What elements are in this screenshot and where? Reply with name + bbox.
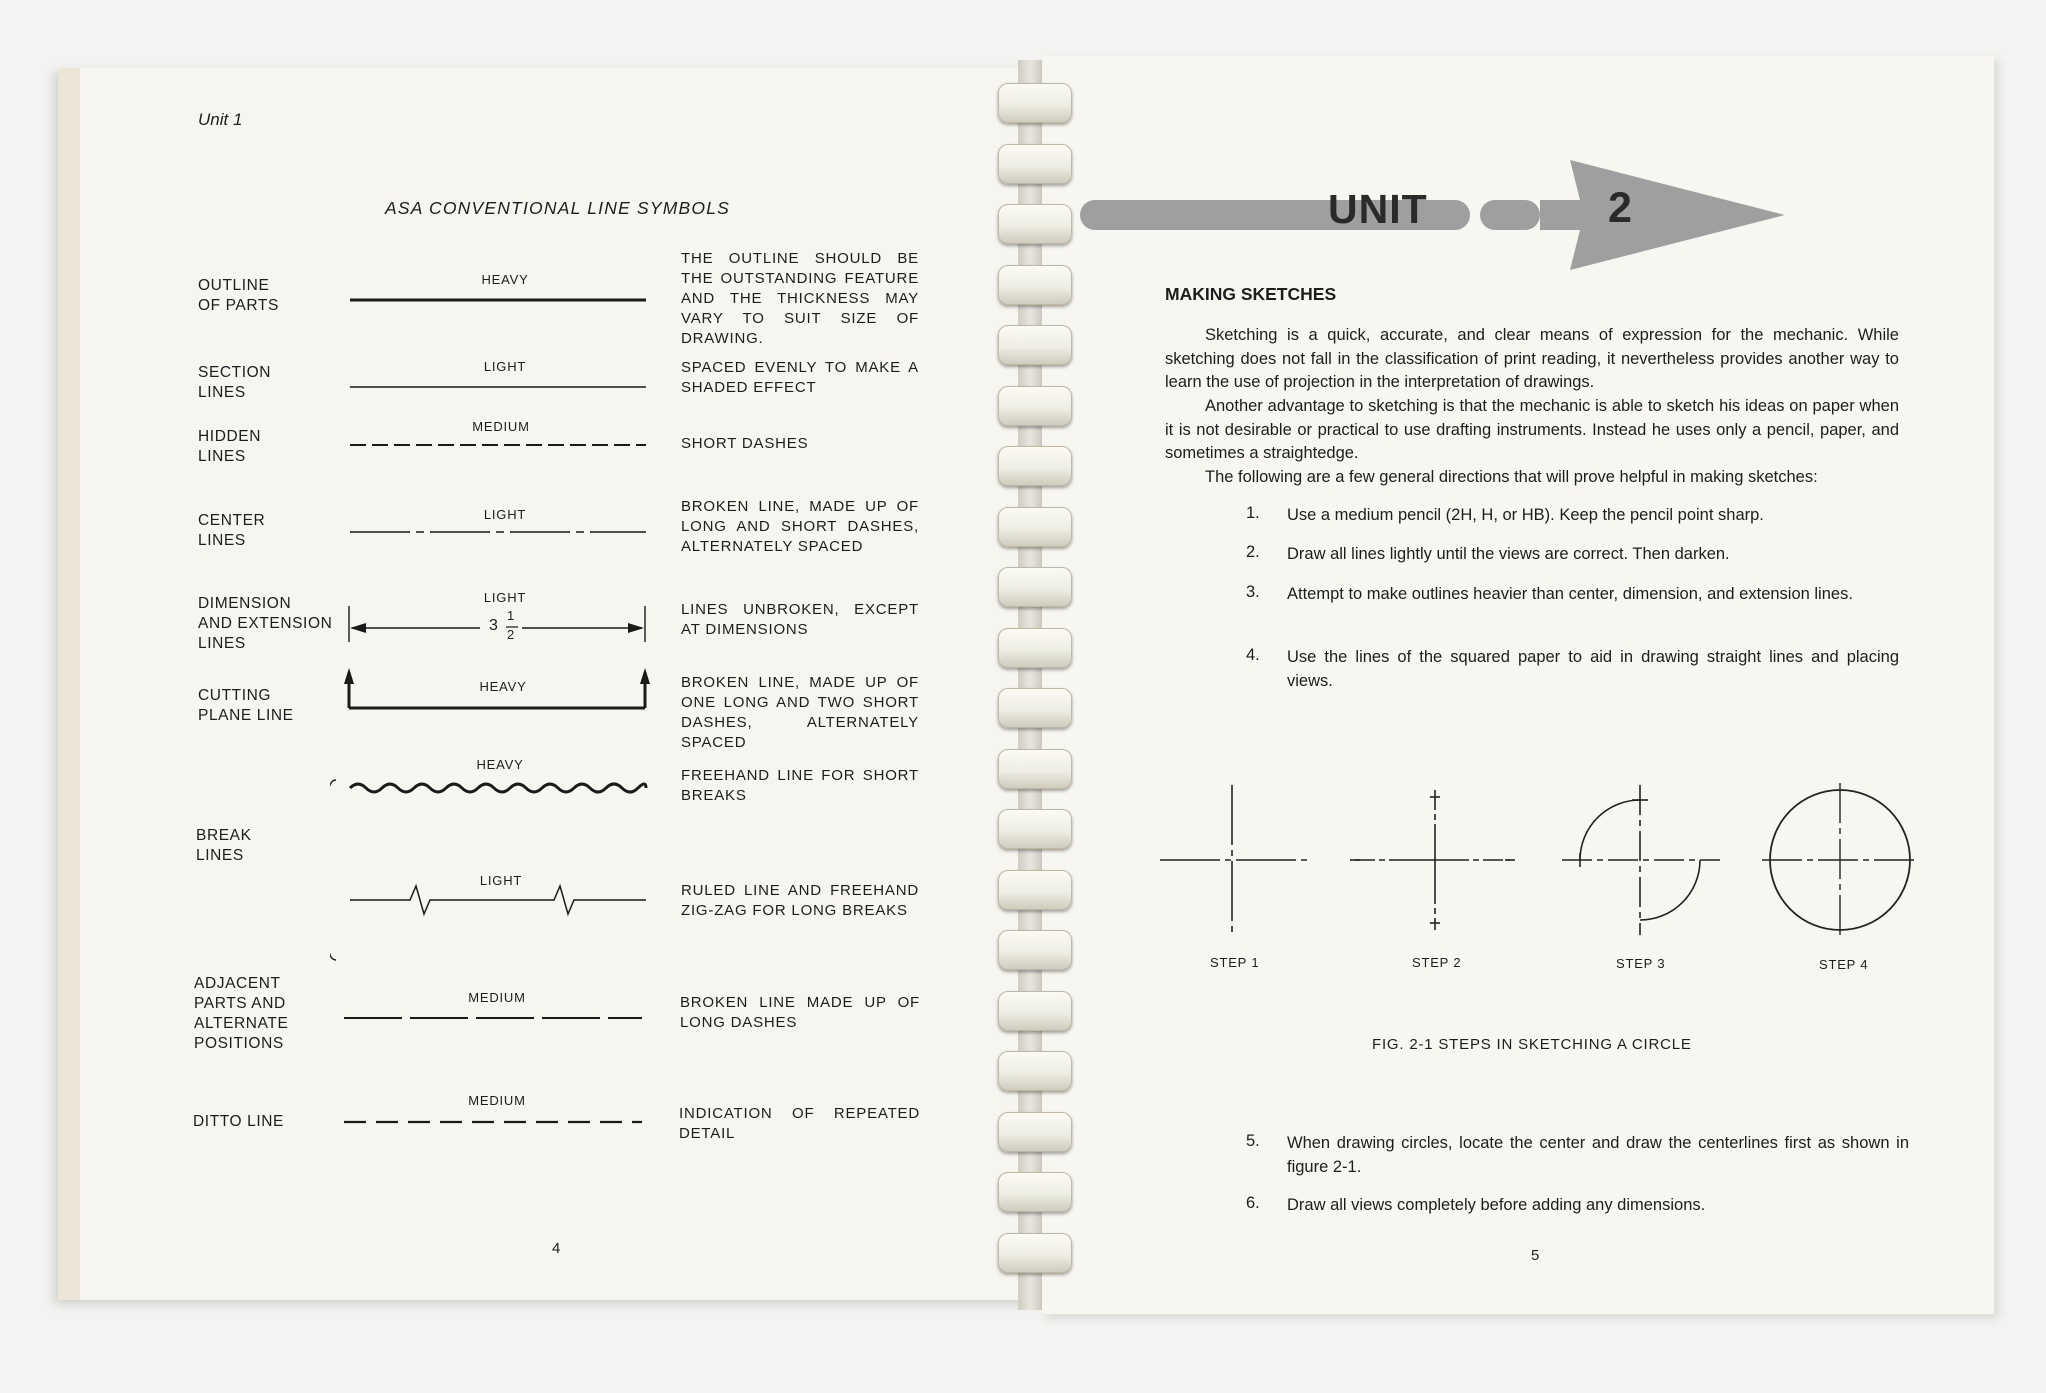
list-number: 5. <box>1246 1132 1260 1150</box>
list-number: 4. <box>1246 646 1260 664</box>
freehand-break-line <box>350 784 646 792</box>
dimension-numerator: 1 <box>507 608 515 623</box>
list-item: Attempt to make outlines heavier than center, dimension, and extension lines. <box>1287 585 1853 603</box>
list-number: 1. <box>1246 504 1260 522</box>
binding-ring <box>998 930 1072 970</box>
binding-ring <box>998 567 1072 607</box>
weight-label: MEDIUM <box>472 419 530 434</box>
list-item: Use the lines of the squared paper to aid in drawing straight lines and placing views. <box>1287 648 1899 690</box>
list-item: Draw all views completely before adding any dimensions. <box>1287 1196 1706 1214</box>
unit-word: UNIT <box>1328 186 1428 232</box>
binding-ring <box>998 144 1072 184</box>
step-2-sketch <box>1350 790 1515 930</box>
step-label: STEP 2 <box>1412 955 1462 970</box>
list-number: 2. <box>1246 543 1260 561</box>
row-description: BROKEN LINE, MADE UP OF LONG AND SHORT DASHES, ALTERNATELY SPACED <box>681 498 919 555</box>
list-item: Draw all lines lightly until the views are correct. Then darken. <box>1287 545 1730 563</box>
binding-ring <box>998 446 1072 486</box>
weight-label: HEAVY <box>479 679 527 694</box>
binding-ring <box>998 1112 1072 1152</box>
unit-banner <box>1070 155 1790 275</box>
weight-label: MEDIUM <box>468 1093 526 1108</box>
binding-ring <box>998 809 1072 849</box>
binding-ring <box>998 325 1072 365</box>
row-description: BROKEN LINE, MADE UP OF ONE LONG AND TWO SHORT DASHES, ALTERNATELY SPACED <box>681 674 919 751</box>
page-number-right: 5 <box>1531 1247 1540 1264</box>
weight-label: HEAVY <box>476 757 524 772</box>
step-label: STEP 1 <box>1210 955 1260 970</box>
paragraph: Sketching is a quick, accurate, and clear means of expression for the mechanic. While sketching does not fall in the classification of print reading, it nevertheless provides another way to learn the use of projection in the interpretation of drawings. <box>1165 326 1899 391</box>
binding-ring <box>998 83 1072 123</box>
list-number: 6. <box>1246 1194 1260 1212</box>
page-title: ASA CONVENTIONAL LINE SYMBOLS <box>385 198 731 218</box>
binding-ring <box>998 628 1072 668</box>
binding-ring <box>998 870 1072 910</box>
row-label-ditto: DITTO LINE <box>193 1113 284 1130</box>
list-item: Use a medium pencil (2H, H, or HB). Keep the pencil point sharp. <box>1287 506 1764 524</box>
binding-ring <box>998 204 1072 244</box>
section-title: MAKING SKETCHES <box>1165 284 1337 304</box>
binding-ring <box>998 1172 1072 1212</box>
page-number-left: 4 <box>552 1240 561 1257</box>
weight-label: MEDIUM <box>468 990 526 1005</box>
dimension-whole: 3 <box>489 617 498 634</box>
row-label-outline: OUTLINE OF PARTS <box>198 277 279 314</box>
list-item: When drawing circles, locate the center and draw the centerlines first as shown in figure 2-1. <box>1287 1134 1909 1176</box>
step-3-sketch <box>1562 785 1720 935</box>
binding-ring <box>998 265 1072 305</box>
binding-ring <box>998 1233 1072 1273</box>
weight-label: LIGHT <box>483 507 527 522</box>
row-label-break: BREAK LINES <box>196 827 252 864</box>
binding-ring <box>998 386 1072 426</box>
figure-caption: FIG. 2-1 STEPS IN SKETCHING A CIRCLE <box>1372 1036 1692 1053</box>
row-label-hidden: HIDDEN LINES <box>198 428 262 465</box>
row-label-adjacent: ADJACENT PARTS AND ALTERNATE POSITIONS <box>194 975 289 1052</box>
binding-ring <box>998 749 1072 789</box>
step-4-sketch <box>1762 783 1918 937</box>
weight-label: LIGHT <box>483 590 527 605</box>
binding-ring <box>998 688 1072 728</box>
row-label-dimension: DIMENSION AND EXTENSION LINES <box>198 595 333 652</box>
break-brace <box>330 780 336 960</box>
line-symbols-drawing <box>330 260 670 1140</box>
binding-ring <box>998 1051 1072 1091</box>
paragraph: The following are a few general directions that will prove helpful in making sketches: <box>1205 468 1818 486</box>
list-number: 3. <box>1246 583 1260 601</box>
row-description: BROKEN LINE MADE UP OF LONG DASHES <box>680 994 920 1031</box>
step-label: STEP 3 <box>1616 956 1666 971</box>
circle-sketch-figure <box>1150 775 1920 955</box>
unit-header: Unit 1 <box>198 110 243 129</box>
weight-label: LIGHT <box>483 359 527 374</box>
row-description: INDICATION OF REPEATED DETAIL <box>679 1105 920 1142</box>
row-description: SPACED EVENLY TO MAKE A SHADED EFFECT <box>681 359 919 396</box>
weight-label: LIGHT <box>479 873 523 888</box>
row-label-center: CENTER LINES <box>198 512 266 549</box>
row-label-section: SECTION LINES <box>198 364 272 401</box>
step-label: STEP 4 <box>1819 957 1869 972</box>
zigzag-break-line <box>350 886 646 914</box>
paragraph: Another advantage to sketching is that the mechanic is able to sketch his ideas on paper when it is not desirable or practical to use drafting instruments. Instead he uses only a pencil, paper, and sometimes a straightedge. <box>1165 397 1899 462</box>
dimension-denominator: 2 <box>507 627 515 642</box>
row-description: THE OUTLINE SHOULD BE THE OUTSTANDING FEATURE AND THE THICKNESS MAY VARY TO SUIT SIZE OF DRAWING. <box>681 250 919 347</box>
weight-label: HEAVY <box>481 272 529 287</box>
row-description: LINES UNBROKEN, EXCEPT AT DIMENSIONS <box>681 601 919 638</box>
unit-number: 2 <box>1608 184 1632 232</box>
binding-ring <box>998 507 1072 547</box>
row-description: FREEHAND LINE FOR SHORT BREAKS <box>681 767 919 804</box>
row-description: RULED LINE AND FREEHAND ZIG-ZAG FOR LONG BREAKS <box>681 882 919 919</box>
row-label-cutting-plane: CUTTING PLANE LINE <box>198 687 294 724</box>
binding-ring <box>998 991 1072 1031</box>
row-description: SHORT DASHES <box>681 435 809 452</box>
cutting-plane-symbol <box>344 668 650 708</box>
step-1-sketch <box>1160 785 1310 935</box>
